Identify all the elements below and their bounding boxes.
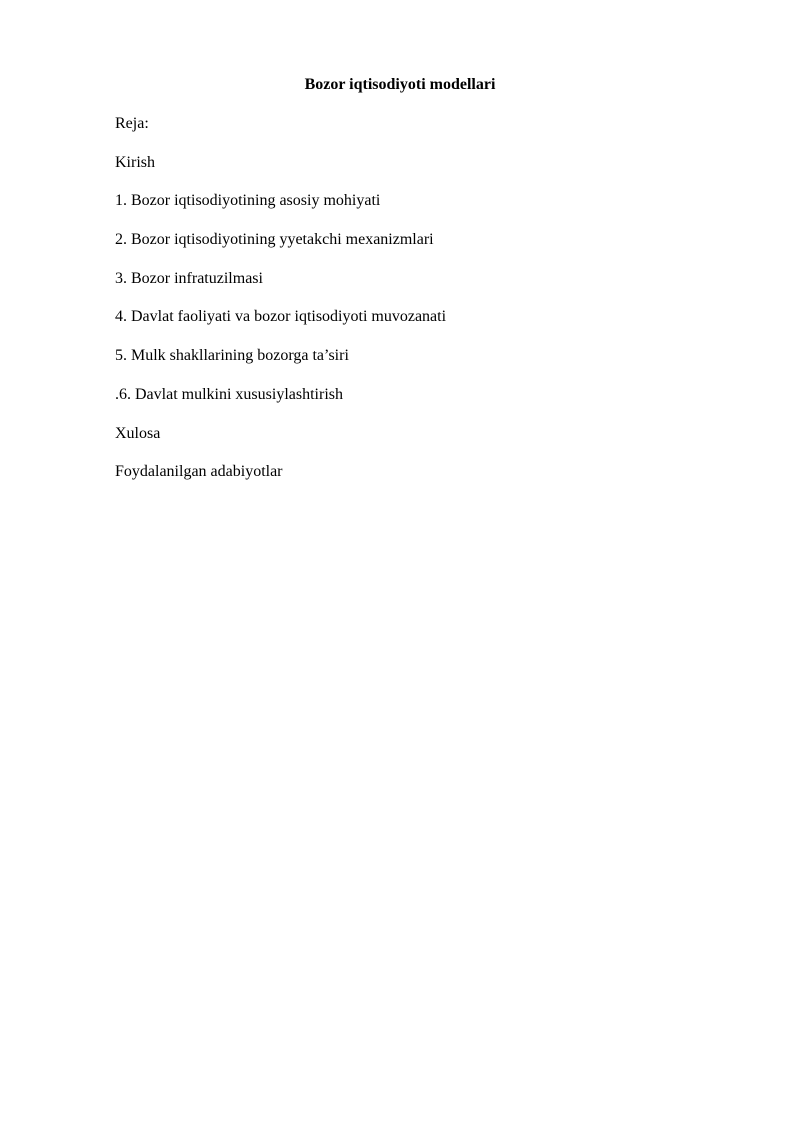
plan-heading: Reja:: [115, 115, 149, 132]
plan-item-4: 4. Davlat faoliyati va bozor iqtisodiyoti muvozanati: [115, 308, 447, 326]
plan-item-introduction: Kirish: [115, 153, 155, 171]
document-title: Bozor iqtisodiyoti modellari: [304, 76, 496, 93]
plan-item-references: Foydalanilgan adabiyotlar: [115, 463, 283, 481]
plan-item-1: 1. Bozor iqtisodiyotining asosiy mohiyati: [115, 192, 381, 210]
plan-item-3: 3. Bozor infratuzilmasi: [115, 269, 263, 287]
plan-list: [115, 114, 685, 501]
plan-item-2: 2. Bozor iqtisodiyotining yyetakchi mexanizmlari: [115, 231, 434, 249]
plan-item-conclusion: Xulosa: [115, 424, 161, 442]
plan-item-6: .6. Davlat mulkini xususiylashtirish: [115, 385, 343, 403]
plan-item-5: 5. Mulk shakllarining bozorga ta’siri: [115, 347, 349, 365]
